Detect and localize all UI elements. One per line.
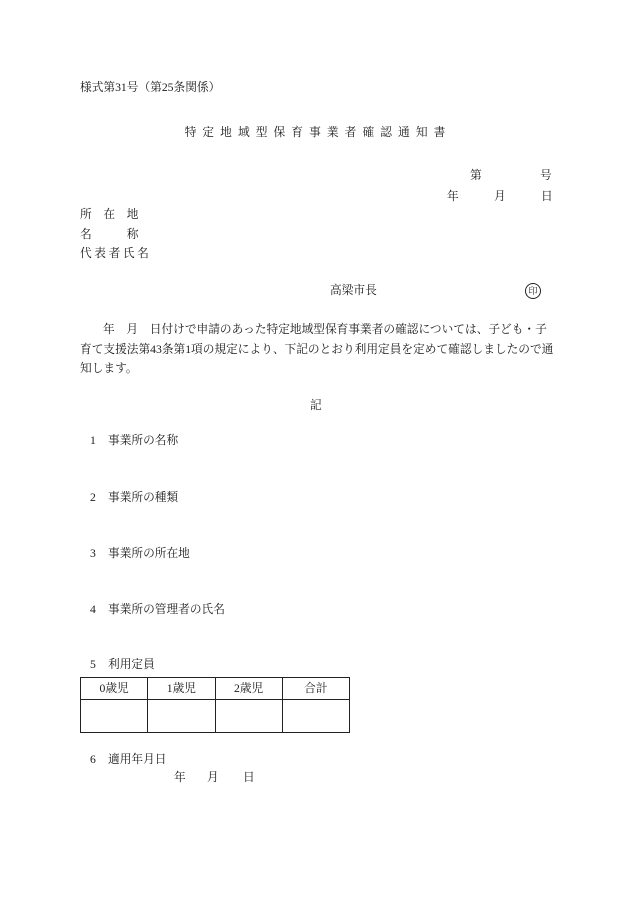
recipient-address-label: 所在地 [80,208,151,221]
capacity-cell-age-0 [81,700,148,733]
item-number: 6 [90,753,96,766]
seal-mark [525,283,541,299]
effective-date-month: 月 [207,771,219,784]
capacity-table [80,677,350,733]
item-number: 5 [90,658,96,671]
capacity-header-age-0: 0歳児 [81,678,148,700]
capacity-header-age-1: 1歳児 [148,678,215,700]
body-line: 知します。 [80,362,138,375]
item-label: 事業所の種類 [108,491,179,504]
capacity-cell-age-2 [215,700,282,733]
document-title: 特定地域型保育事業者確認通知書 [184,126,452,139]
item-label: 適用年月日 [108,753,167,766]
item-number: 3 [90,547,96,560]
item-label: 事業所の管理者の氏名 [108,603,225,616]
document-number-suffix: 号 [540,169,552,182]
issue-date-year: 年 [447,190,459,203]
body-line: 育て支援法第43条第1項の規定により、下記のとおり利用定員を定めて確認しましたので通 [80,343,554,356]
item-label: 事業所の所在地 [108,547,190,560]
item-label: 事業所の名称 [108,434,179,447]
body-line: 年 月 日付けで申請のあった特定地域型保育事業者の確認については、子ども・子 [103,323,547,336]
recipient-name-label: 名称 [80,228,174,241]
item-number: 2 [90,491,96,504]
capacity-cell-total [282,700,349,733]
effective-date-year: 年 [174,771,186,784]
effective-date-day: 日 [243,771,255,784]
item-number: 4 [90,603,96,616]
capacity-cell-age-1 [148,700,215,733]
capacity-header-total: 合計 [282,678,349,700]
notice-heading: 記 [310,399,322,412]
form-number: 様式第31号（第25条関係） [80,81,221,94]
recipient-representative-label: 代表者氏名 [80,247,152,260]
issue-date-day: 日 [541,190,553,203]
issuer-name: 高梁市長 [330,284,377,297]
item-number: 1 [90,434,96,447]
capacity-header-row [81,678,350,700]
capacity-header-age-2: 2歳児 [215,678,282,700]
item-label: 利用定員 [108,658,155,671]
capacity-value-row [81,700,350,733]
document-number-prefix: 第 [470,169,482,182]
issue-date-month: 月 [494,190,506,203]
seal-label: 印 [528,285,538,296]
